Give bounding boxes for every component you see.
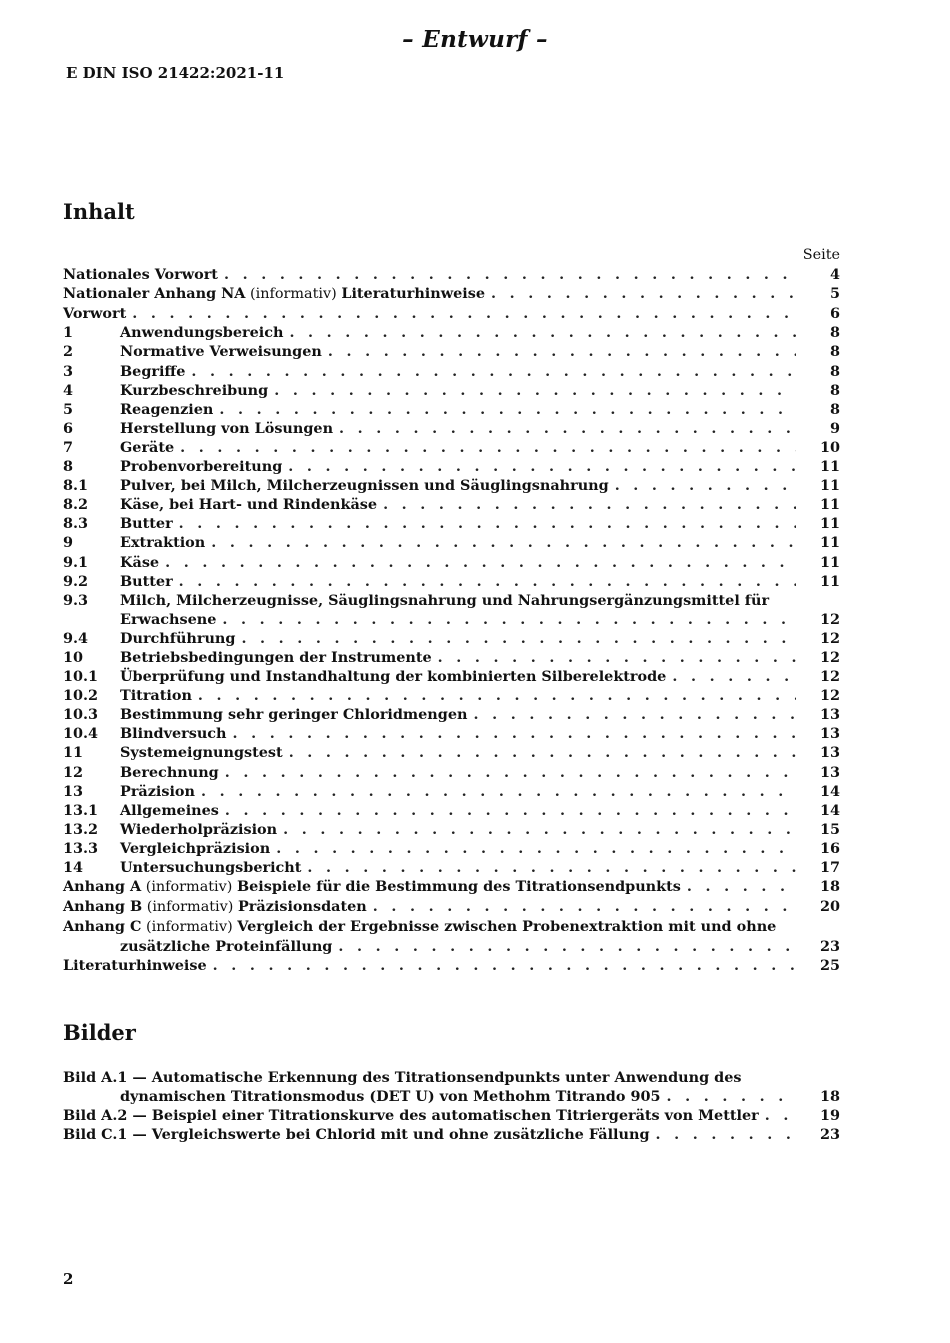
toc-entry-title-text: Bestimmung sehr geringer Chloridmengen — [120, 706, 468, 724]
toc-entry-title — [120, 323, 283, 342]
toc-entry-number: 10.3 — [63, 706, 99, 724]
page-number: 2 — [63, 1270, 74, 1288]
toc-entry-number: 13.2 — [63, 820, 99, 838]
toc-entry-title-text: Untersuchungsbericht — [120, 859, 302, 876]
toc-entry[interactable] — [63, 572, 840, 591]
toc-entry[interactable] — [63, 629, 840, 648]
toc-entry-title-text: Anwendungsbereich — [120, 324, 284, 342]
toc-entry-page: 19 — [819, 1107, 840, 1125]
toc-entry-title-continuation: Erwachsene — [120, 610, 217, 628]
toc-entry-title — [120, 419, 333, 438]
toc-entry-title-text: Begriffe — [120, 362, 186, 380]
toc-entry-title — [120, 724, 227, 743]
toc-entry-page: 15 — [819, 820, 840, 838]
toc-entry-page: 13 — [819, 763, 840, 781]
toc-entry-title-text: Durchführung — [120, 629, 236, 647]
toc-entry-title — [63, 897, 367, 917]
toc-entry-title — [120, 743, 283, 762]
dot-leader — [180, 438, 796, 457]
toc-entry[interactable] — [63, 1125, 840, 1144]
toc-entry-informative: (informativ) — [141, 879, 237, 896]
toc-entry-title — [120, 839, 270, 858]
toc-entry-title — [120, 820, 277, 839]
toc-entry[interactable] — [63, 763, 840, 782]
toc-entry-title-text: Milch, Milcherzeugnisse, Säuglingsnahrung und Nahrungsergänzungsmittel für — [120, 591, 770, 609]
toc-entry-title — [120, 572, 173, 591]
toc-entry-title — [120, 591, 769, 610]
toc-entry[interactable] — [63, 705, 840, 724]
toc-entry[interactable] — [63, 476, 840, 495]
dot-leader — [179, 514, 796, 533]
dot-leader — [289, 743, 796, 762]
dot-leader — [338, 937, 796, 956]
toc-entry-page: 8 — [829, 362, 840, 380]
page-column-label: Seite — [802, 247, 840, 263]
toc-entry-title-text: Käse — [120, 553, 160, 571]
toc-entry-number: 13.3 — [63, 839, 99, 857]
toc-entry-number: 9 — [63, 534, 74, 552]
toc-entry[interactable] — [63, 591, 840, 610]
toc-entry-title — [120, 495, 377, 514]
toc-entry[interactable] — [63, 342, 840, 361]
toc-entry-page: 8 — [829, 400, 840, 418]
toc-entry[interactable] — [63, 457, 840, 476]
toc-entry-title — [120, 801, 219, 820]
toc-entry-title — [120, 763, 219, 782]
toc-entry[interactable] — [63, 553, 840, 572]
dot-leader — [438, 648, 796, 667]
dot-leader — [289, 323, 796, 342]
toc-entry[interactable] — [63, 400, 840, 419]
dot-leader — [201, 782, 796, 801]
toc-entry-page: 13 — [819, 744, 840, 762]
toc-entry-continuation[interactable] — [63, 610, 840, 629]
toc-entry-title — [63, 917, 776, 937]
toc-entry-title-text: Anhang B — [63, 898, 143, 916]
dot-leader — [241, 629, 796, 648]
toc-entry-title-text: Reagenzien — [120, 400, 214, 418]
toc-entry-page: 11 — [819, 572, 840, 590]
dot-leader — [373, 897, 796, 916]
toc-entry[interactable] — [63, 956, 840, 975]
toc-entry-page: 13 — [819, 706, 840, 724]
toc-entry-title-text: Nationaler Anhang NA — [63, 285, 246, 303]
toc-entry[interactable] — [63, 381, 840, 400]
dot-leader — [191, 362, 796, 381]
dot-leader — [656, 1125, 796, 1144]
toc-entry-number: 6 — [63, 419, 74, 437]
dot-leader — [339, 419, 796, 438]
toc-entry-title — [120, 705, 467, 724]
toc-entry-number: 12 — [63, 763, 84, 781]
toc-entry-page: 14 — [819, 782, 840, 800]
toc-entry-number: 9.1 — [63, 553, 89, 571]
toc-entry-title-text: Probenvorbereitung — [120, 458, 283, 476]
toc-entry-title — [63, 265, 218, 284]
toc-entry[interactable] — [63, 265, 840, 284]
toc-entry-page: 18 — [819, 878, 840, 896]
toc-entry-title-text: Anhang A — [63, 878, 142, 896]
draft-label: – Entwurf – — [402, 26, 548, 53]
toc-entry[interactable] — [63, 1068, 840, 1087]
toc-entry-title-continuation: dynamischen Titrationsmodus (DET U) von Methohm Titrando 905 — [120, 1088, 661, 1106]
toc-entry-page: 5 — [829, 285, 840, 303]
toc-entry-continuation[interactable] — [63, 1087, 840, 1106]
toc-entry[interactable] — [63, 743, 840, 762]
toc-entry-number: 10.2 — [63, 687, 99, 705]
toc-entry-title-rest: Präzisionsdaten — [237, 898, 367, 916]
toc-entry-title-text: Butter — [120, 572, 173, 590]
dot-leader — [328, 342, 796, 361]
dot-leader — [211, 533, 796, 552]
toc-entry-title — [120, 782, 195, 801]
toc-entry-page: 18 — [819, 1088, 840, 1106]
toc-entry-page: 10 — [819, 438, 840, 456]
contents-heading: Inhalt — [63, 199, 135, 224]
toc-entry-title — [120, 533, 205, 552]
dot-leader — [615, 476, 796, 495]
toc-entry-page: 12 — [819, 648, 840, 666]
toc-entry-title — [63, 304, 126, 323]
toc-entry[interactable] — [63, 667, 840, 686]
toc-entry[interactable] — [63, 820, 840, 839]
toc-entry-title-text: Käse, bei Hart- und Rindenkäse — [120, 496, 378, 514]
toc-entry-page: 23 — [819, 1126, 840, 1144]
toc-entry-title — [120, 438, 174, 457]
toc-entry-page: 17 — [819, 859, 840, 876]
dot-leader — [213, 956, 796, 975]
toc-entry-title — [120, 381, 268, 400]
toc-entry-title — [63, 1106, 759, 1125]
toc-entry-title — [120, 400, 213, 419]
toc-entry-number: 10.4 — [63, 725, 99, 743]
toc-entry-title — [120, 667, 666, 686]
toc-entry-number: 4 — [63, 381, 74, 399]
toc-entry-page: 8 — [829, 381, 840, 399]
dot-leader — [473, 705, 796, 724]
toc-entry-title-text: Bild C.1 — Vergleichswerte bei Chlorid mit und ohne zusätzliche Fällung — [63, 1126, 650, 1144]
toc-entry[interactable] — [63, 877, 840, 897]
toc-entry-page: 11 — [819, 515, 840, 533]
toc-entry-title-text: Titration — [120, 687, 192, 705]
toc-entry-title-text: Bild A.2 — Beispiel einer Titrationskurve des automatischen Titriergeräts von Mettler — [63, 1107, 759, 1125]
toc-entry-title — [63, 877, 681, 897]
toc-entry-title — [63, 1125, 650, 1144]
toc-entry-number: 7 — [63, 438, 74, 456]
toc-entry-page: 25 — [819, 957, 840, 975]
toc-entry-number: 5 — [63, 400, 74, 418]
toc-entry-title-text: Literaturhinweise — [63, 957, 207, 975]
toc-entry-number: 2 — [63, 343, 74, 361]
dot-leader — [276, 839, 796, 858]
toc-entry-title — [120, 342, 322, 361]
toc-entry-page: 11 — [819, 477, 840, 495]
figures-heading: Bilder — [63, 1020, 136, 1045]
toc-entry-informative: (informativ) — [142, 899, 238, 916]
toc-entry[interactable] — [63, 801, 840, 820]
toc-entry-number: 8 — [63, 458, 74, 476]
toc-entry-number: 9.4 — [63, 629, 89, 647]
toc-entry-title-text: Extraktion — [120, 534, 206, 552]
dot-leader — [383, 495, 796, 514]
toc-entry-title-text: Geräte — [120, 438, 175, 456]
toc-entry[interactable] — [63, 495, 840, 514]
toc-entry-title — [120, 476, 609, 495]
toc-entry-title-text: Pulver, bei Milch, Milcherzeugnissen und Säuglingsnahrung — [120, 477, 609, 495]
toc-entry-number: 11 — [63, 744, 84, 762]
toc-entry[interactable] — [63, 917, 840, 937]
toc-entry[interactable] — [63, 419, 840, 438]
toc-entry-page: 12 — [819, 610, 840, 628]
toc-entry[interactable] — [63, 648, 840, 667]
dot-leader — [765, 1106, 796, 1125]
toc-entry-title — [63, 956, 207, 975]
toc-entry-title-text: Berechnung — [120, 763, 219, 781]
toc-entry[interactable] — [63, 533, 840, 552]
document-id: E DIN ISO 21422:2021-11 — [66, 64, 285, 82]
toc-entry-title — [120, 514, 173, 533]
toc-entry-title-text: Blindversuch — [120, 725, 227, 743]
toc-entry-number: 9.2 — [63, 572, 89, 590]
toc-entry-page: 13 — [819, 725, 840, 743]
dot-leader — [219, 400, 796, 419]
toc-entry-page: 11 — [819, 458, 840, 476]
dot-leader — [667, 1087, 797, 1106]
toc-entry[interactable] — [63, 514, 840, 533]
toc-entry-page: 12 — [819, 687, 840, 705]
toc-entry-title — [120, 686, 192, 705]
toc-entry-title — [120, 629, 235, 648]
toc-entry-informative: (informativ) — [245, 286, 342, 303]
dot-leader — [233, 724, 796, 743]
toc-entry-title-text: Überprüfung und Instandhaltung der kombinierten Silberelektrode — [120, 668, 667, 686]
toc-entry-title — [120, 648, 432, 667]
toc-entry[interactable] — [63, 323, 840, 342]
toc-entry-title — [120, 362, 185, 381]
toc-entry-number: 14 — [63, 859, 84, 876]
dot-leader — [307, 858, 796, 877]
dot-leader — [222, 610, 796, 629]
toc-entry-page: 4 — [829, 266, 840, 284]
toc-entry-title-text: Vergleichpräzision — [120, 839, 271, 857]
toc-entry-title-rest: Beispiele für die Bestimmung des Titrationsendpunkts — [236, 878, 681, 896]
list-of-figures — [63, 1068, 840, 1144]
toc-entry[interactable] — [63, 1106, 840, 1125]
toc-entry-title-text: Systemeignungstest — [120, 744, 283, 762]
dot-leader — [225, 763, 796, 782]
toc-entry-page: 23 — [819, 938, 840, 956]
toc-entry-number: 8.2 — [63, 496, 89, 514]
toc-entry-page: 11 — [819, 553, 840, 571]
toc-entry-title-text: Vorwort — [63, 305, 127, 323]
toc-entry-title-text: Kurzbeschreibung — [120, 381, 269, 399]
toc-entry-number: 8.1 — [63, 477, 89, 495]
toc-entry-title-rest: Literaturhinweise — [341, 285, 485, 303]
dot-leader — [288, 457, 796, 476]
toc-entry-title-text: Butter — [120, 515, 173, 533]
toc-entry-page: 11 — [819, 496, 840, 514]
dot-leader — [491, 284, 796, 303]
dot-leader — [283, 820, 796, 839]
toc-entry-title-text: Präzision — [120, 782, 195, 800]
toc-entry[interactable] — [63, 438, 840, 457]
toc-entry-title-text: Bild A.1 — Automatische Erkennung des Titrationsendpunkts unter Anwendung des — [63, 1069, 742, 1086]
toc-entry-page: 11 — [819, 534, 840, 552]
toc-entry-title-text: Nationales Vorwort — [63, 266, 218, 284]
dot-leader — [165, 553, 796, 572]
toc-entry-title-text: Betriebsbedingungen der Instrumente — [120, 648, 432, 666]
toc-entry-page: 8 — [829, 324, 840, 342]
toc-entry-number: 10 — [63, 648, 84, 666]
dot-leader — [179, 572, 796, 591]
toc-entry-number: 13 — [63, 782, 84, 800]
toc-entry-page: 8 — [829, 343, 840, 361]
dot-leader — [224, 265, 796, 284]
toc-entry-number: 10.1 — [63, 668, 99, 686]
toc-entry-title-text: Normative Verweisungen — [120, 343, 322, 361]
toc-entry[interactable] — [63, 304, 840, 323]
toc-entry[interactable] — [63, 839, 840, 858]
toc-entry-number: 9.3 — [63, 591, 89, 609]
toc-entry-continuation[interactable] — [63, 937, 840, 956]
toc-entry-number: 1 — [63, 324, 74, 342]
toc-entry-informative: (informativ) — [141, 919, 238, 936]
toc-entry[interactable] — [63, 858, 840, 877]
dot-leader — [672, 667, 796, 686]
toc-entry[interactable] — [63, 897, 840, 917]
toc-entry-title-text: Allgemeines — [120, 801, 219, 819]
toc-entry[interactable] — [63, 724, 840, 743]
toc-entry-page: 16 — [819, 839, 840, 857]
toc-entry-title-continuation: zusätzliche Proteinfällung — [120, 938, 333, 956]
toc-entry-number: 3 — [63, 362, 74, 380]
toc-entry-title-text: Wiederholpräzision — [120, 820, 278, 838]
toc-entry-number: 13.1 — [63, 801, 99, 819]
dot-leader — [687, 877, 796, 896]
toc-entry-title — [120, 553, 159, 572]
toc-entry[interactable] — [63, 686, 840, 705]
toc-entry[interactable] — [63, 782, 840, 801]
table-of-contents — [63, 246, 840, 976]
toc-entry-title-text: Anhang C — [63, 918, 142, 936]
dot-leader — [225, 801, 796, 820]
toc-entry-number: 8.3 — [63, 515, 89, 533]
toc-entry-page: 9 — [829, 419, 840, 437]
toc-entry-page: 6 — [829, 305, 840, 323]
toc-entry-page: 20 — [819, 898, 840, 916]
toc-entry-title-text: Herstellung von Lösungen — [120, 419, 334, 437]
toc-entry-title — [63, 1068, 741, 1087]
toc-entry-page: 12 — [819, 668, 840, 686]
toc-entry-title-rest: Vergleich der Ergebnisse zwischen Probenextraktion mit und ohne — [237, 918, 777, 936]
dot-leader — [198, 686, 796, 705]
toc-entry-title — [120, 457, 282, 476]
toc-entry[interactable] — [63, 284, 840, 304]
toc-entry-title — [63, 284, 485, 304]
toc-entry-title — [120, 858, 301, 877]
toc-entry-page: 14 — [819, 801, 840, 819]
toc-entry[interactable] — [63, 362, 840, 381]
dot-leader — [274, 381, 796, 400]
toc-entry-page: 12 — [819, 629, 840, 647]
dot-leader — [132, 304, 796, 323]
